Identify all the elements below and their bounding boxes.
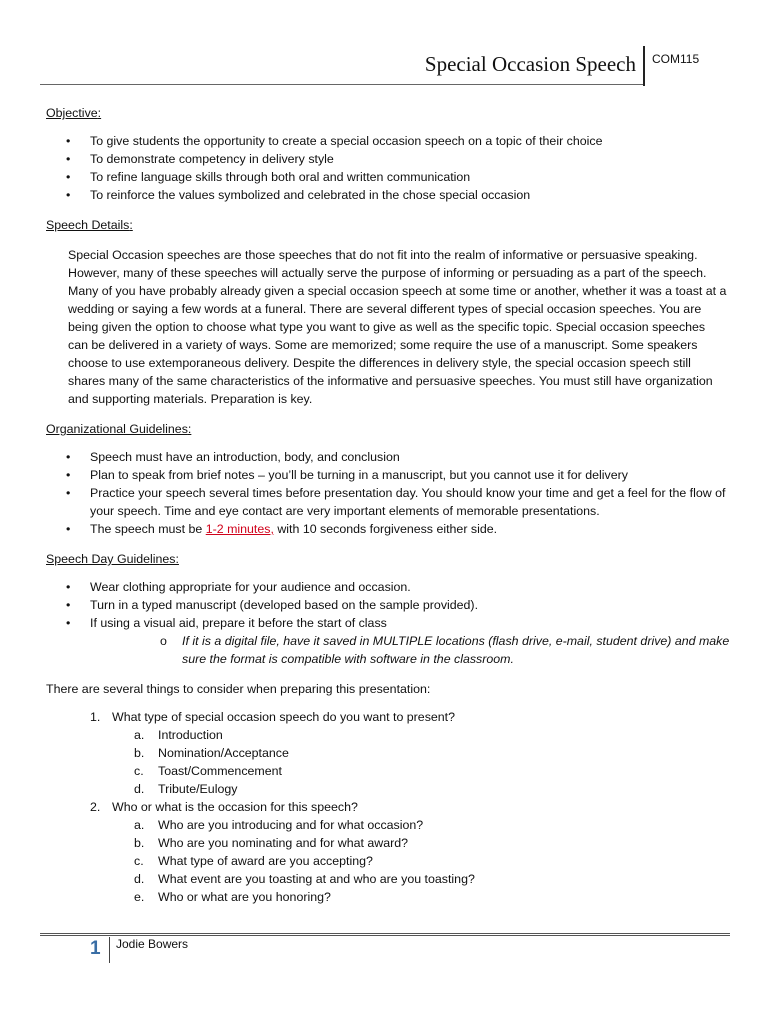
page-header (40, 46, 730, 90)
page-number: 1 (90, 938, 101, 959)
time-limit-highlight: 1-2 minutes, (205, 522, 274, 536)
option-item: d. Tribute/Eulogy (134, 782, 238, 796)
list-item: • To refine language skills through both oral and written communication (46, 168, 730, 186)
list-item: • If using a visual aid, prepare it before the start of class o If it is a digital file, have it saved in MULTIPLE locations (flash drive, e-mail, student drive) and make sure the format is compatible with software in the classroom. (46, 614, 730, 668)
considerations-list (46, 708, 730, 906)
objective-heading: Objective: (46, 106, 102, 120)
sub-list (90, 632, 730, 668)
option-item: b. Nomination/Acceptance (134, 746, 289, 760)
question-item: 1. What type of special occasion speech do you want to present? a. Introduction b. Nomination/Acceptance c. Toast/Commencement d. Tribute/Eulogy (46, 708, 730, 798)
option-item: e. Who or what are you honoring? (134, 890, 331, 904)
question-item: 2. Who or what is the occasion for this speech? a. Who are you introducing and for what occasion? b. Who are you nominating and for what award? c. What type of award are you accepting? d. What event are you toasting at and who are you toasting? e. Who or what are you honoring? (46, 798, 730, 906)
option-item: d. What event are you toasting at and who are you toasting? (134, 872, 475, 886)
list-item: • Speech must have an introduction, body, and conclusion (46, 448, 730, 466)
list-item: • Turn in a typed manuscript (developed based on the sample provided). (46, 596, 730, 614)
considerations-intro: There are several things to consider when preparing this presentation: (46, 682, 431, 696)
speech-details-paragraph: Special Occasion speeches are those speeches that do not fit into the realm of informative or persuasive speaking. However, many of these speeches will actually serve the purpose of informing or persuading as a part of the speech. Many of you have probably already given a special occasion speech at some time or another, whether it was a toast at a wedding or saying a few words at a funeral. There are several different types of special occasion speeches. You are being given the option to choose what type you want to give as well as the specific topic. Special occasion speeches can be delivered in a variety of ways. Some are memorized; some require the use of a manuscript. Some speakers choose to use extemporaneous delivery. Despite the differences in delivery style, the special occasion speech still shares many of the same characteristics of the informative and persuasive speeches. You must still have organization and supporting materials. Preparation is key. (68, 248, 727, 406)
option-item: c. What type of award are you accepting? (134, 854, 373, 868)
list-item: • To demonstrate competency in delivery style (46, 150, 730, 168)
list-item: • Wear clothing appropriate for your audience and occasion. (46, 578, 730, 596)
course-code: COM115 (652, 52, 700, 66)
list-item: • Plan to speak from brief notes – you’ll be turning in a manuscript, but you cannot use it for delivery (46, 466, 730, 484)
footer-rule (40, 933, 730, 936)
option-item: a. Who are you introducing and for what occasion? (134, 818, 424, 832)
speech-day-heading: Speech Day Guidelines: (46, 552, 179, 566)
time-requirement-item: • The speech must be 1-2 minutes, with 10 seconds forgiveness either side. (46, 520, 730, 538)
document-body (46, 104, 730, 906)
document-title: Special Occasion Speech (424, 52, 636, 76)
option-item: b. Who are you nominating and for what award? (134, 836, 409, 850)
sub-list-item: o If it is a digital file, have it saved in MULTIPLE locations (flash drive, e-mail, student drive) and make sure the format is compatible with software in the classroom. (90, 632, 730, 668)
option-list (112, 816, 730, 906)
option-list (112, 726, 730, 798)
speech-details-heading: Speech Details: (46, 218, 133, 232)
list-item: • To give students the opportunity to create a special occasion speech on a topic of their choice (46, 132, 730, 150)
objective-list (46, 132, 730, 204)
footer-divider (109, 937, 110, 963)
speech-day-list (46, 578, 730, 668)
option-item: c. Toast/Commencement (134, 764, 282, 778)
header-rule (40, 84, 643, 85)
option-item: a. Introduction (134, 728, 223, 742)
header-divider (643, 46, 645, 86)
list-item: • To reinforce the values symbolized and celebrated in the chose special occasion (46, 186, 730, 204)
list-item: • Practice your speech several times before presentation day. You should know your time and get a feel for the flow of your speech. Time and eye contact are very important elements of memorable presentations. (46, 484, 730, 520)
author-name: Jodie Bowers (116, 937, 189, 951)
organizational-list (46, 448, 730, 538)
organizational-heading: Organizational Guidelines: (46, 422, 192, 436)
